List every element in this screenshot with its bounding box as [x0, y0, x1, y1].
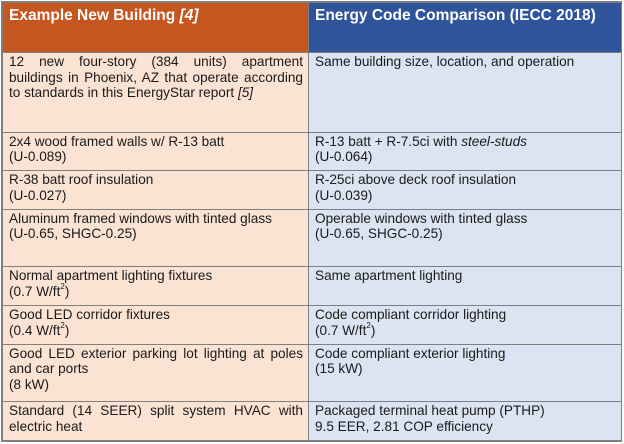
table-row [3, 171, 622, 210]
table-row [3, 306, 622, 345]
cell-line: Aluminum framed windows with tinted glass [9, 210, 272, 226]
cell-hvac-example [3, 402, 309, 441]
cell-line: Code compliant exterior lighting [315, 345, 506, 361]
cell-building-description [3, 53, 309, 132]
cell-text: ) [64, 322, 70, 338]
cell-line: R-25ci above deck roof insulation [315, 172, 516, 188]
table-header-row [3, 3, 622, 53]
cell-text: 12 new four-story (384 units) apartment buildings in Phoenix, AZ that operate according to standards in this EnergyStar report [9, 54, 303, 101]
cell-roof-example [3, 171, 309, 210]
comparison-table-frame [1, 1, 622, 442]
cell-text: R-13 batt + R-7.5ci with [315, 133, 462, 149]
cell-line: Good LED corridor fixtures [9, 307, 170, 323]
cell-line: (8 kW) [9, 376, 50, 392]
cell-text: (0.7 W/ft [315, 322, 367, 338]
cell-line: Operable windows with tinted glass [315, 210, 528, 226]
cell-windows-code [309, 209, 622, 267]
cell-line: Same apartment lighting [315, 268, 463, 284]
cell-exterior-code [309, 344, 622, 402]
cell-line: (U-0.65, SHGC-0.25) [315, 226, 443, 242]
table-row [3, 132, 622, 171]
table-row [3, 209, 622, 267]
cell-lighting-example [3, 267, 309, 306]
header-energy-code: Energy Code Comparison (IECC 2018) [309, 3, 622, 53]
table-row [3, 267, 622, 306]
table-row [3, 402, 622, 441]
cell-line: R-38 batt roof insulation [9, 172, 154, 188]
cell-line: (U-0.65, SHGC-0.25) [9, 226, 137, 242]
header-left-ref: [4] [179, 7, 199, 24]
cell-line [315, 323, 616, 339]
cell-line: (15 kW) [315, 361, 363, 377]
superscript: 2 [366, 321, 371, 330]
cell-line: Packaged terminal heat pump (PTHP) [315, 403, 545, 419]
superscript: 2 [60, 282, 65, 292]
table-row [3, 344, 622, 402]
cell-roof-code [309, 171, 622, 210]
cell-line: Standard (14 SEER) split system HVAC with electric heat [9, 403, 303, 434]
energy-code-comparison-table [2, 2, 622, 441]
cell-line: (U-0.039) [315, 187, 373, 203]
cell-lighting-code [309, 267, 622, 306]
cell-walls-example [3, 132, 309, 171]
cell-line [315, 134, 616, 150]
table-row [3, 53, 622, 132]
cell-line: (U-0.027) [9, 187, 67, 203]
cell-ref: [5] [237, 85, 254, 101]
cell-line: (U-0.089) [9, 149, 67, 165]
cell-line [9, 284, 303, 300]
cell-line: (U-0.064) [315, 149, 373, 165]
superscript: 2 [60, 321, 65, 330]
cell-line: Normal apartment lighting fixtures [9, 268, 213, 284]
cell-windows-example [3, 209, 309, 267]
cell-line: 2x4 wood framed walls w/ R-13 batt [9, 133, 225, 149]
cell-walls-code [309, 132, 622, 171]
cell-line [9, 323, 303, 339]
header-left-title: Example New Building [9, 7, 180, 24]
cell-code-building: Same building size, location, and operation [309, 53, 622, 132]
cell-text: ) [64, 283, 70, 299]
cell-exterior-example [3, 344, 309, 402]
cell-text: (0.4 W/ft [9, 322, 61, 338]
cell-text: (0.7 W/ft [9, 283, 61, 299]
cell-line: Code compliant corridor lighting [315, 307, 507, 323]
cell-corridor-code [309, 306, 622, 345]
cell-corridor-example [3, 306, 309, 345]
cell-emphasis: steel-studs [461, 133, 527, 149]
cell-line: Good LED exterior parking lot lighting at poles and car ports [9, 345, 303, 377]
cell-hvac-code [309, 402, 622, 441]
cell-text: ) [370, 322, 376, 338]
header-example-building [3, 3, 309, 53]
cell-line: 9.5 EER, 2.81 COP efficiency [315, 418, 493, 434]
